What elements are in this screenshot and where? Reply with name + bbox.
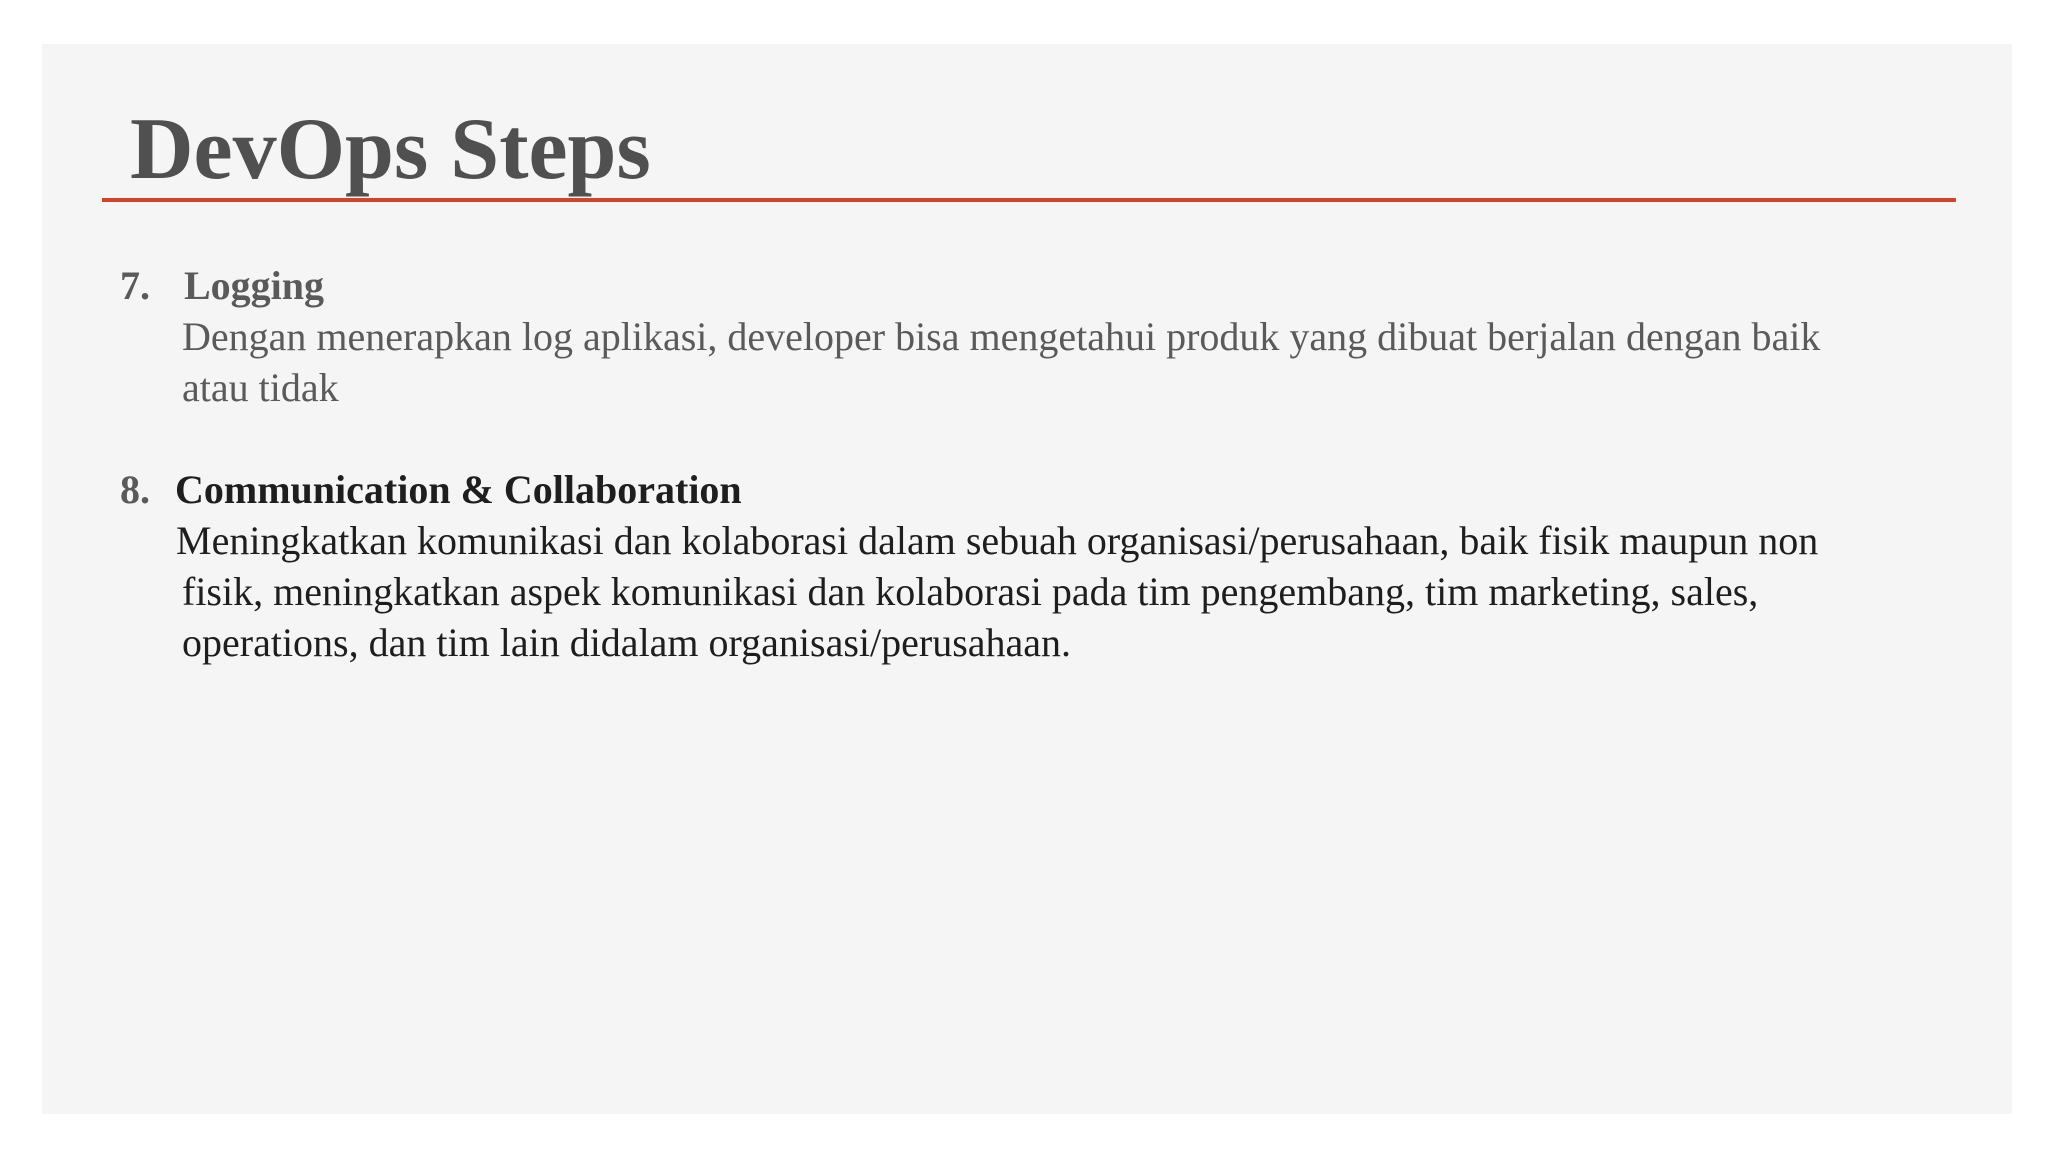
list-item-body [120,515,1818,668]
list-item-heading [120,464,1818,515]
list-item-number: 7. [120,263,150,308]
list-item-logging [120,260,1820,413]
list-item-heading [120,260,1820,311]
title-underline [102,198,1956,202]
body-line: atau tidak [182,365,339,410]
body-line: operations, dan tim lain didalam organisasi/perusahaan. [182,620,1072,665]
body-line: Dengan menerapkan log aplikasi, developer bisa mengetahui produk yang dibuat berjalan dengan baik [182,314,1821,359]
body-line: Meningkatkan komunikasi dan kolaborasi dalam sebuah organisasi/perusahaan, baik fisik maupun non [176,518,1819,563]
list-item-body [120,311,1820,413]
slide [42,44,2012,1114]
slide-title: DevOps Steps [130,101,651,198]
list-item-number: 8. [120,467,150,512]
list-item-title: Communication & Collaboration [175,467,742,512]
body-line: fisik, meningkatkan aspek komunikasi dan kolaborasi pada tim pengembang, tim marketing, sales, [182,569,1759,614]
list-item-communication [120,464,1818,668]
list-item-title: Logging [184,263,325,308]
